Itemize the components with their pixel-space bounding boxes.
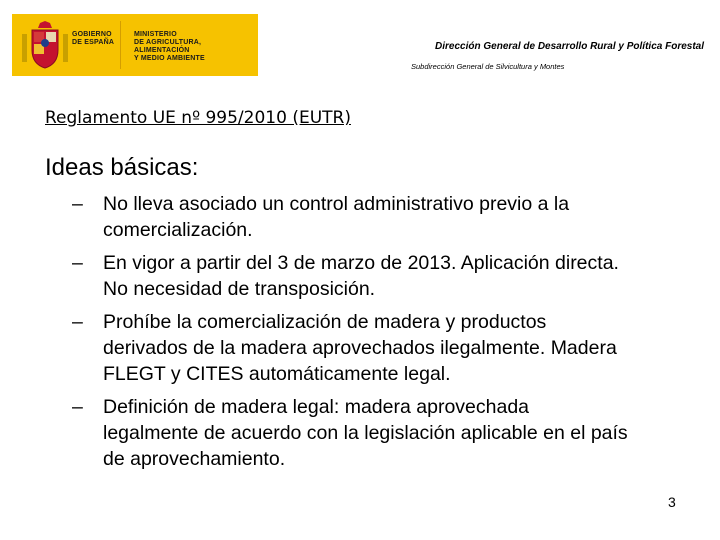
list-item [72,309,708,387]
bullet-dash: – [72,311,83,333]
directorate-header: Dirección General de Desarrollo Rural y Política Forestal [435,41,704,52]
list-item [72,191,708,243]
list-item [72,394,708,472]
subdirectorate-header: Subdirección General de Silvicultura y Montes [411,62,565,71]
bullet-list [72,191,708,479]
ministry-logo [12,14,258,76]
bullet-line: legalmente de acuerdo con la legislación aplicable en el país [103,422,628,444]
list-item [72,250,708,302]
coat-of-arms-icon [20,20,70,70]
bullet-line: de aprovechamiento. [103,448,286,470]
government-label: GOBIERNO DE ESPAÑA [72,31,115,46]
bullet-line: En vigor a partir del 3 de marzo de 2013. Aplicación directa. [103,252,619,274]
bullet-line: derivados de la madera aprovechados ilegalmente. Madera [103,337,617,359]
bullet-dash: – [72,396,83,418]
logo-divider [120,21,121,69]
bullet-dash: – [72,193,83,215]
bullet-line: FLEGT y CITES automáticamente legal. [103,363,451,385]
ministry-label: MINISTERIO DE AGRICULTURA, ALIMENTACIÓN Y MEDIO AMBIENTE [134,31,205,62]
bullet-line: comercialización. [103,219,253,241]
bullet-line: Prohíbe la comercialización de madera y productos [103,311,547,333]
bullet-line: Definición de madera legal: madera aprovechada [103,396,530,418]
slide-subtitle: Ideas básicas: [45,154,199,181]
slide-title: Reglamento UE nº 995/2010 (EUTR) [45,108,351,128]
page-number: 3 [668,494,676,510]
bullet-line: No lleva asociado un control administrativo previo a la [103,193,570,215]
bullet-dash: – [72,252,83,274]
bullet-line: No necesidad de transposición. [103,278,376,300]
